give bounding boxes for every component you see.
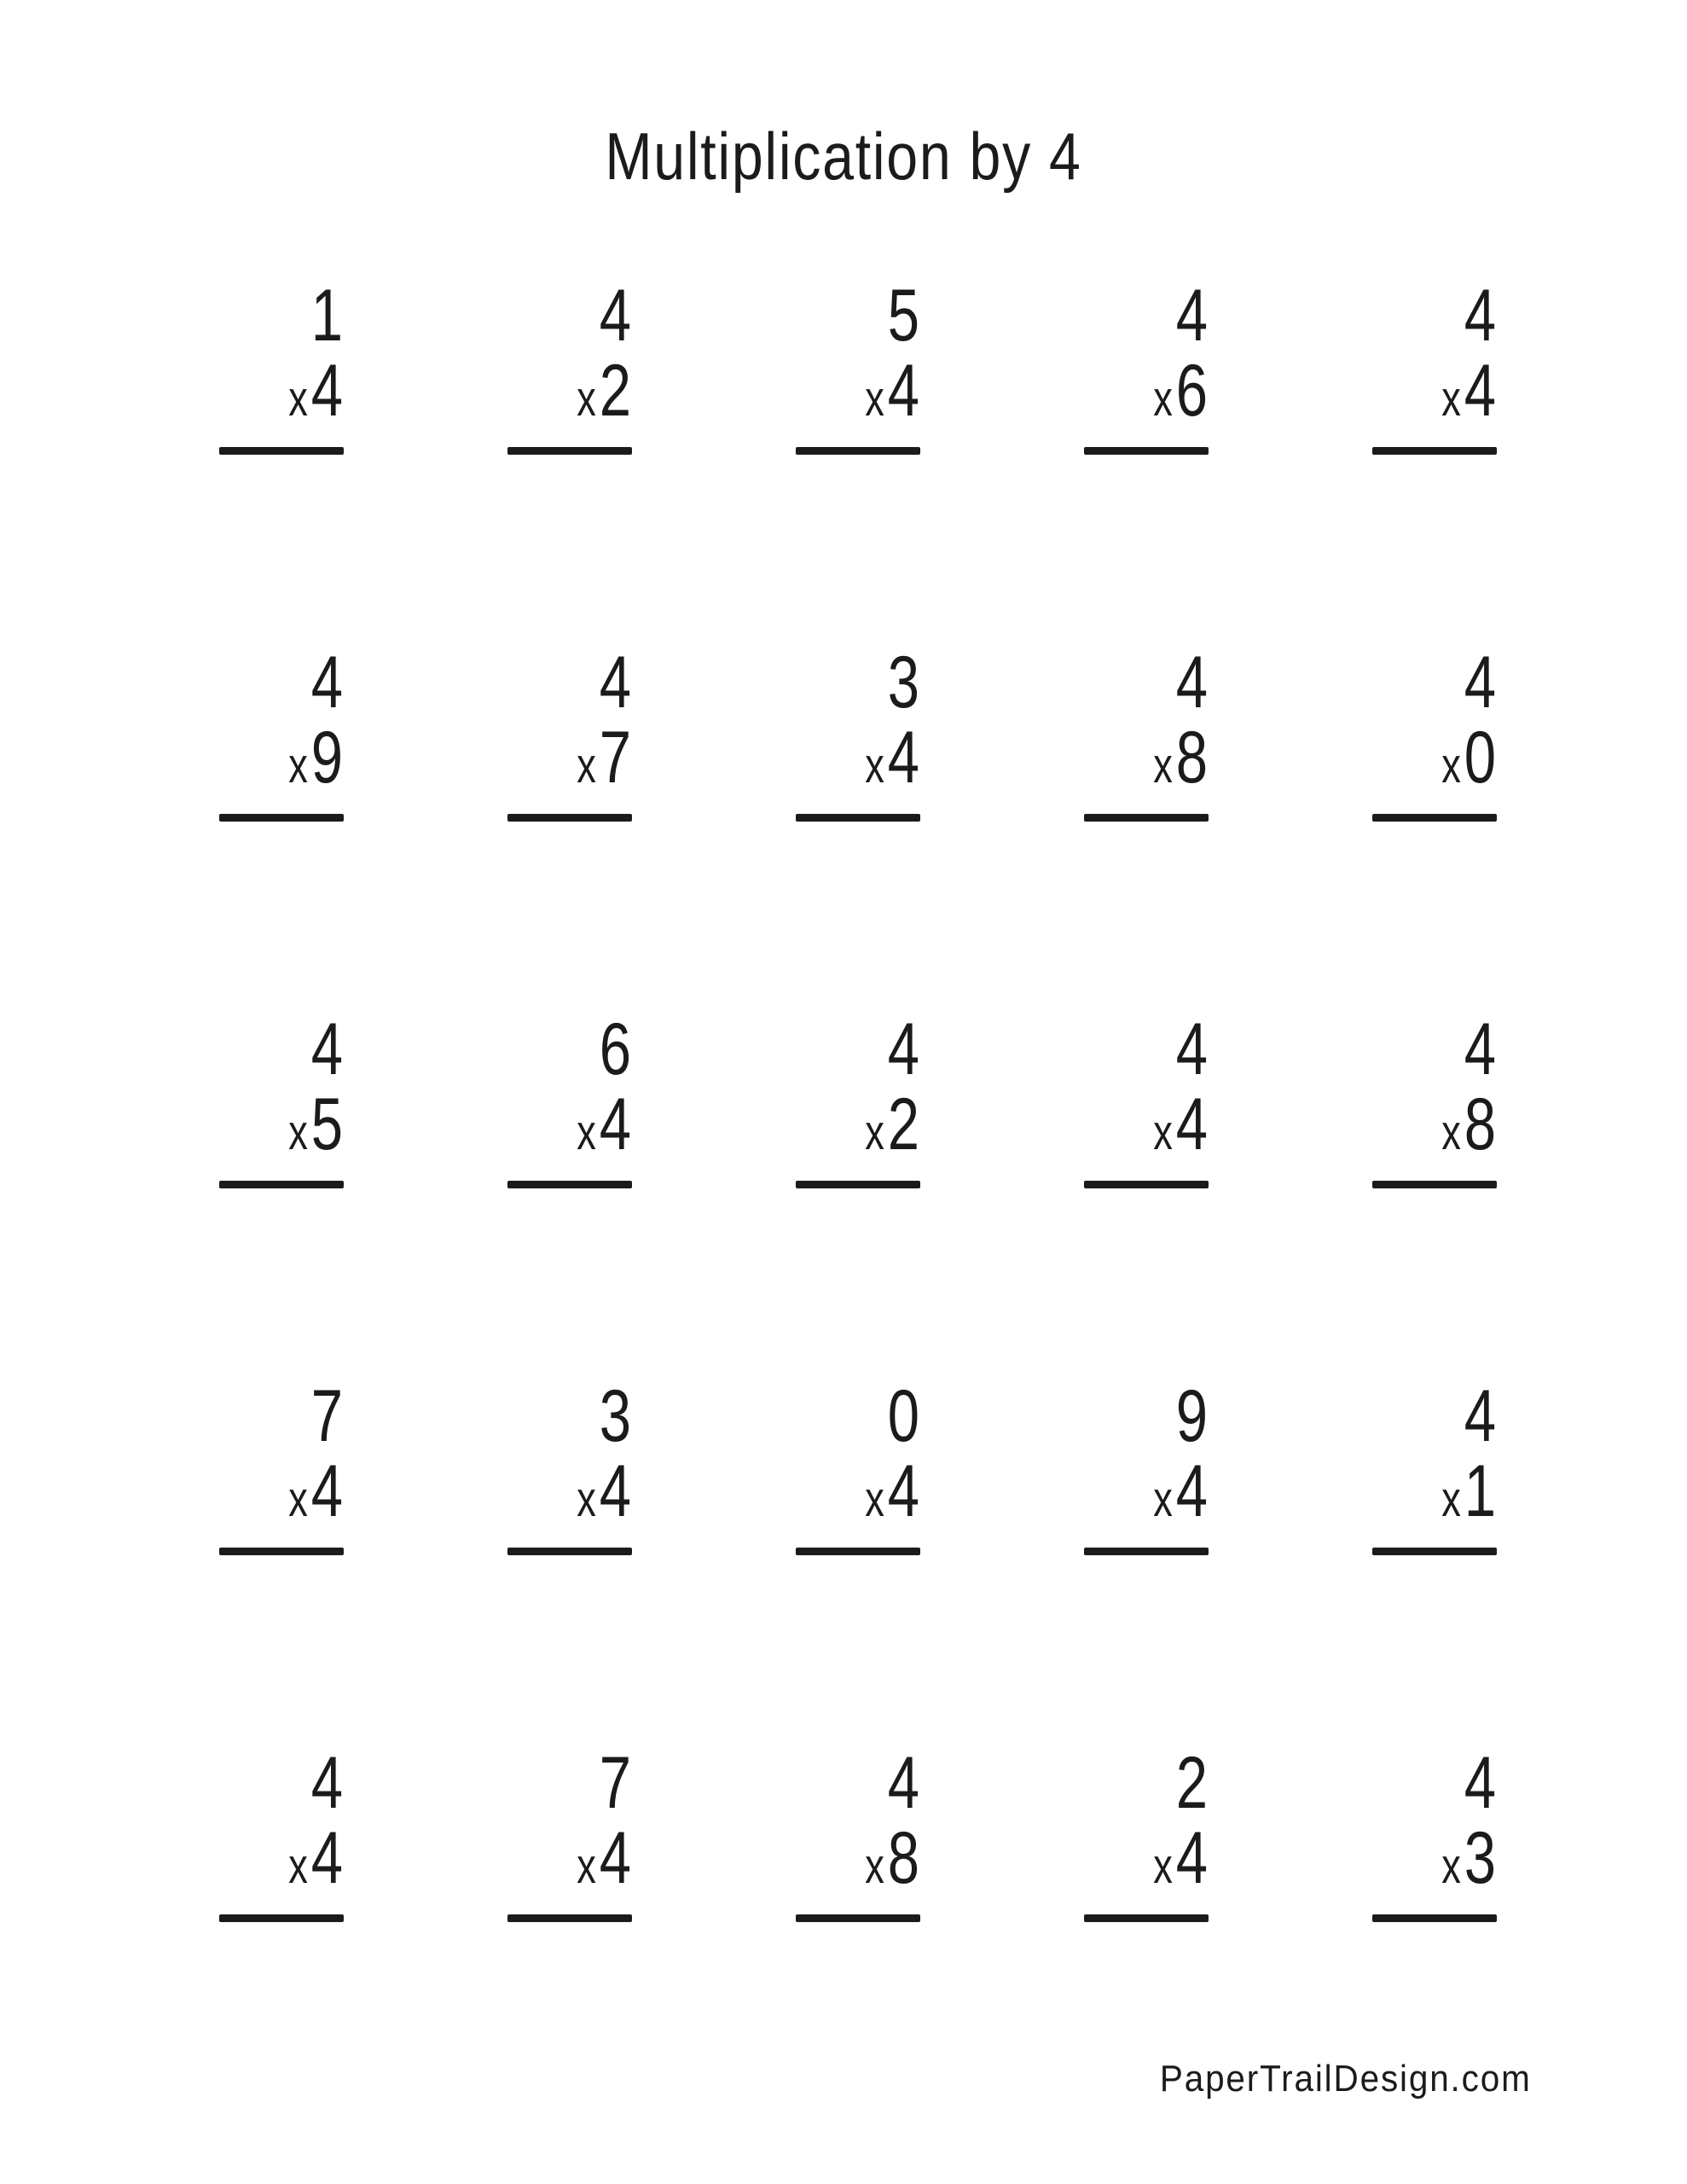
problem-r2-c3 bbox=[796, 642, 920, 1012]
multiplier: 4 bbox=[310, 350, 344, 432]
problem-r3-c2 bbox=[507, 1008, 632, 1379]
answer-line bbox=[796, 1914, 920, 1922]
multiply-sign: x bbox=[288, 1105, 309, 1160]
multiply-sign: x bbox=[577, 371, 597, 427]
answer-line bbox=[796, 1548, 920, 1555]
multiplier-row bbox=[865, 350, 920, 437]
multiplier: 1 bbox=[1464, 1450, 1497, 1532]
problem-r3-c1 bbox=[219, 1008, 344, 1379]
answer-line bbox=[219, 1181, 344, 1188]
problem-r3-c3 bbox=[796, 1008, 920, 1379]
multiplier: 4 bbox=[1464, 350, 1497, 432]
multiplier-row bbox=[288, 350, 344, 437]
multiplier: 4 bbox=[1175, 1817, 1209, 1899]
multiply-sign: x bbox=[865, 371, 885, 427]
problem-r2-c4 bbox=[1084, 642, 1209, 1012]
multiplicand: 4 bbox=[1464, 275, 1497, 357]
multiplier: 8 bbox=[887, 1817, 920, 1899]
answer-line bbox=[1372, 1914, 1497, 1922]
multiplier: 8 bbox=[1175, 717, 1209, 799]
multiplier: 5 bbox=[310, 1083, 344, 1165]
answer-line bbox=[507, 1914, 632, 1922]
multiplier: 2 bbox=[887, 1083, 920, 1165]
answer-line bbox=[1084, 1181, 1209, 1188]
multiplicand: 4 bbox=[887, 1742, 920, 1824]
multiplier-row bbox=[577, 350, 632, 437]
multiplier-row bbox=[1441, 717, 1497, 804]
multiplicand: 4 bbox=[310, 1008, 344, 1090]
multiply-sign: x bbox=[288, 1838, 309, 1894]
multiplicand: 4 bbox=[599, 275, 632, 357]
multiplier-row bbox=[1441, 1450, 1497, 1537]
problem-r1-c2 bbox=[507, 275, 632, 645]
multiplicand: 3 bbox=[599, 1375, 632, 1457]
multiplier-row bbox=[865, 1817, 920, 1904]
problems-grid bbox=[219, 275, 1497, 2112]
problem-r3-c5 bbox=[1372, 1008, 1497, 1379]
multiply-sign: x bbox=[1441, 371, 1462, 427]
multiply-sign: x bbox=[1153, 1105, 1174, 1160]
multiplier-row bbox=[1153, 1817, 1209, 1904]
answer-line bbox=[1372, 814, 1497, 822]
multiply-sign: x bbox=[865, 1472, 885, 1527]
multiplier-row bbox=[288, 1817, 344, 1904]
problem-r5-c3 bbox=[796, 1742, 920, 2112]
multiplier-row bbox=[577, 1817, 632, 1904]
multiplicand: 4 bbox=[1175, 642, 1209, 723]
problem-r5-c1 bbox=[219, 1742, 344, 2112]
multiplicand: 7 bbox=[599, 1742, 632, 1824]
multiplier: 4 bbox=[1175, 1083, 1209, 1165]
multiplier-row bbox=[1153, 1450, 1209, 1537]
answer-line bbox=[219, 1914, 344, 1922]
answer-line bbox=[796, 814, 920, 822]
multiplicand: 1 bbox=[310, 275, 344, 357]
multiplicand: 7 bbox=[310, 1375, 344, 1457]
multiplicand: 4 bbox=[599, 642, 632, 723]
multiplier-row bbox=[1153, 717, 1209, 804]
multiplier: 4 bbox=[887, 350, 920, 432]
multiplicand: 4 bbox=[1464, 1008, 1497, 1090]
multiply-sign: x bbox=[1153, 371, 1174, 427]
multiplier-row bbox=[288, 1450, 344, 1537]
multiply-sign: x bbox=[577, 1838, 597, 1894]
multiplier: 6 bbox=[1175, 350, 1209, 432]
answer-line bbox=[219, 1548, 344, 1555]
answer-line bbox=[507, 447, 632, 455]
multiplicand: 9 bbox=[1175, 1375, 1209, 1457]
answer-line bbox=[796, 447, 920, 455]
multiplier-row bbox=[288, 717, 344, 804]
problem-r1-c3 bbox=[796, 275, 920, 645]
multiplier: 2 bbox=[599, 350, 632, 432]
multiply-sign: x bbox=[1153, 738, 1174, 793]
answer-line bbox=[219, 447, 344, 455]
multiplier: 3 bbox=[1464, 1817, 1497, 1899]
answer-line bbox=[1084, 1548, 1209, 1555]
multiply-sign: x bbox=[1441, 1838, 1462, 1894]
multiplier-row bbox=[865, 1450, 920, 1537]
multiply-sign: x bbox=[1441, 738, 1462, 793]
answer-line bbox=[796, 1181, 920, 1188]
multiplier: 4 bbox=[599, 1817, 632, 1899]
multiplier: 4 bbox=[599, 1450, 632, 1532]
multiplicand: 4 bbox=[1175, 1008, 1209, 1090]
answer-line bbox=[507, 814, 632, 822]
problem-r2-c5 bbox=[1372, 642, 1497, 1012]
multiplicand: 6 bbox=[599, 1008, 632, 1090]
multiplier-row bbox=[288, 1083, 344, 1170]
multiplier-row bbox=[577, 1083, 632, 1170]
multiply-sign: x bbox=[1441, 1472, 1462, 1527]
multiply-sign: x bbox=[288, 1472, 309, 1527]
problem-r4-c4 bbox=[1084, 1375, 1209, 1745]
answer-line bbox=[1084, 1914, 1209, 1922]
multiplier-row bbox=[1153, 350, 1209, 437]
multiplier: 8 bbox=[1464, 1083, 1497, 1165]
answer-line bbox=[507, 1548, 632, 1555]
multiplicand: 2 bbox=[1175, 1742, 1209, 1824]
multiplier: 7 bbox=[599, 717, 632, 799]
multiplicand: 3 bbox=[887, 642, 920, 723]
problem-r3-c4 bbox=[1084, 1008, 1209, 1379]
multiplier: 0 bbox=[1464, 717, 1497, 799]
multiplier-row bbox=[1153, 1083, 1209, 1170]
multiplier: 4 bbox=[310, 1450, 344, 1532]
multiplicand: 5 bbox=[887, 275, 920, 357]
answer-line bbox=[219, 814, 344, 822]
multiply-sign: x bbox=[865, 1105, 885, 1160]
problem-r4-c1 bbox=[219, 1375, 344, 1745]
multiply-sign: x bbox=[288, 371, 309, 427]
problem-r2-c2 bbox=[507, 642, 632, 1012]
multiplicand: 4 bbox=[1464, 1742, 1497, 1824]
multiplier-row bbox=[577, 717, 632, 804]
multiplier: 4 bbox=[887, 717, 920, 799]
multiplier: 4 bbox=[310, 1817, 344, 1899]
problem-r4-c5 bbox=[1372, 1375, 1497, 1745]
multiplier-row bbox=[1441, 350, 1497, 437]
multiplicand: 0 bbox=[887, 1375, 920, 1457]
multiplier-row bbox=[865, 717, 920, 804]
multiply-sign: x bbox=[1153, 1472, 1174, 1527]
problem-r4-c3 bbox=[796, 1375, 920, 1745]
problem-r4-c2 bbox=[507, 1375, 632, 1745]
problem-r5-c2 bbox=[507, 1742, 632, 2112]
page-title: Multiplication by 4 bbox=[605, 119, 1082, 194]
problem-r1-c5 bbox=[1372, 275, 1497, 645]
multiply-sign: x bbox=[577, 1105, 597, 1160]
answer-line bbox=[1084, 447, 1209, 455]
multiplier-row bbox=[1441, 1083, 1497, 1170]
multiplier: 4 bbox=[599, 1083, 632, 1165]
multiply-sign: x bbox=[577, 1472, 597, 1527]
multiplier-row bbox=[865, 1083, 920, 1170]
multiplier: 4 bbox=[1175, 1450, 1209, 1532]
multiplier-row bbox=[577, 1450, 632, 1537]
problem-r1-c4 bbox=[1084, 275, 1209, 645]
multiplicand: 4 bbox=[1464, 642, 1497, 723]
multiply-sign: x bbox=[577, 738, 597, 793]
problem-r1-c1 bbox=[219, 275, 344, 645]
multiplicand: 4 bbox=[1464, 1375, 1497, 1457]
answer-line bbox=[1084, 814, 1209, 822]
multiplier: 4 bbox=[887, 1450, 920, 1532]
answer-line bbox=[1372, 447, 1497, 455]
multiplicand: 4 bbox=[1175, 275, 1209, 357]
multiply-sign: x bbox=[288, 738, 309, 793]
multiplicand: 4 bbox=[310, 642, 344, 723]
multiply-sign: x bbox=[865, 1838, 885, 1894]
multiplier: 9 bbox=[310, 717, 344, 799]
multiplicand: 4 bbox=[310, 1742, 344, 1824]
multiply-sign: x bbox=[865, 738, 885, 793]
answer-line bbox=[1372, 1548, 1497, 1555]
answer-line bbox=[1372, 1181, 1497, 1188]
multiplicand: 4 bbox=[887, 1008, 920, 1090]
multiply-sign: x bbox=[1441, 1105, 1462, 1160]
footer-credit: PaperTrailDesign.com bbox=[1160, 2058, 1532, 2100]
multiply-sign: x bbox=[1153, 1838, 1174, 1894]
answer-line bbox=[507, 1181, 632, 1188]
problem-r2-c1 bbox=[219, 642, 344, 1012]
multiplier-row bbox=[1441, 1817, 1497, 1904]
